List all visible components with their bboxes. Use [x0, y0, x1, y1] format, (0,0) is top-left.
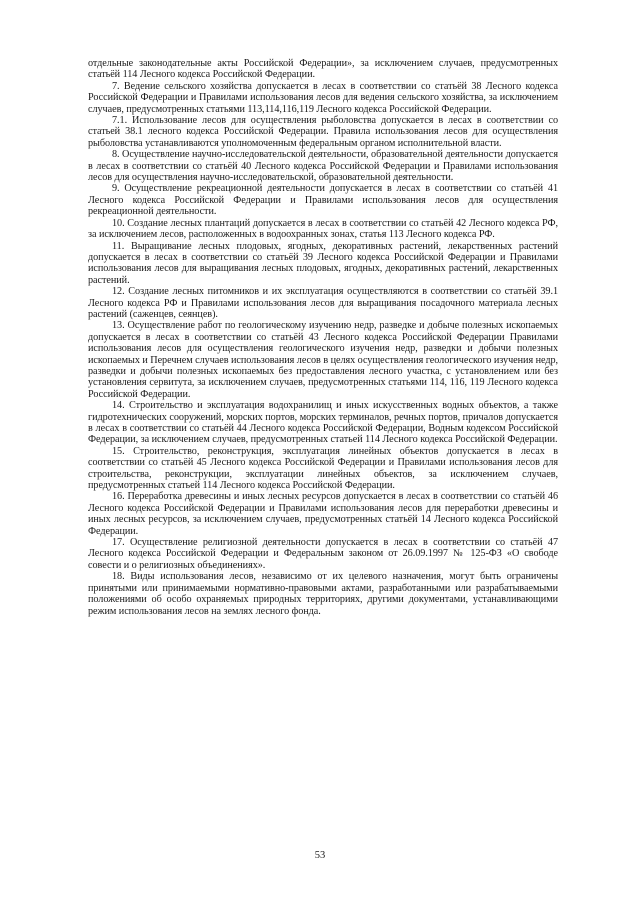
- paragraph-item-16: 16. Переработка древесины и иных лесных ресурсов допускается в лесах в соответствии со статьёй 46 Лесного кодекса Российской Федерации и Правилами использования лесов для переработки древесины и иных лесных ресурсов, за исключением случаев, предусмотренных статьёй 14 Лесного кодекса Российской Федерации.: [88, 491, 558, 537]
- paragraph-item-14: 14. Строительство и эксплуатация водохранилищ и иных искусственных водных объектов, а также гидротехнических сооружений, морских портов, морских терминалов, речных портов, причалов допускается в лесах в соответствии со статьёй 44 Лесного кодекса Российской Федерации, Водным кодексом Российской Федерации, за исключением случаев, предусмотренных статьей 114 Лесного кодекса Российской Федерации.: [88, 400, 558, 446]
- document-body: [88, 58, 558, 617]
- paragraph-item-13: 13. Осуществление работ по геологическому изучению недр, разведке и добыче полезных ископаемых допускается в лесах в соответствии со статьёй 43 Лесного кодекса Российской Федерации Правилами использования лесов для осуществления геологического изучения недр, разведки и добычи полезных ископаемых и Перечнем случаев использования лесов в целях осуществления геологического изучения недр, разведки и добычи полезных ископаемых без предоставления лесного участка, с установлением или без установления сервитута, за исключением случаев, предусмотренных статьями 114, 116, 119 Лесного кодекса Российской Федерации.: [88, 320, 558, 400]
- paragraph-continuation: отдельные законодательные акты Российской Федерации», за исключением случаев, предусмотренных статьёй 114 Лесного кодекса Российской Федерации.: [88, 58, 558, 81]
- paragraph-item-8: 8. Осуществление научно-исследовательской деятельности, образовательной деятельности допускается в лесах в соответствии со статьёй 40 Лесного кодекса Российской Федерации и Правилами использования лесов для осуществления научно-исследовательской, образовательной деятельности.: [88, 149, 558, 184]
- paragraph-item-12: 12. Создание лесных питомников и их эксплуатация осуществляются в соответствии со статьёй 39.1 Лесного кодекса РФ и Правилами использования лесов для выращивания посадочного материала лесных растений (саженцев, сеянцев).: [88, 286, 558, 320]
- paragraph-item-17: 17. Осуществление религиозной деятельности допускается в лесах в соответствии со статьёй 47 Лесного кодекса Российской Федерации и Федеральным законом от 26.09.1997 № 125-ФЗ «О свободе совести и о религиозных объединениях».: [88, 537, 558, 571]
- paragraph-item-7-1: 7.1. Использование лесов для осуществления рыболовства допускается в лесах в соответствии со статьей 38.1 лесного кодекса Российской Федерации. Правила использования лесов для осуществления рыболовства устанавливаются уполномоченным федеральным органом исполнительной власти.: [88, 115, 558, 149]
- page-number: 53: [314, 850, 326, 861]
- paragraph-item-7: 7. Ведение сельского хозяйства допускается в лесах в соответствии со статьёй 38 Лесного кодекса Российской Федерации и Правилами использования лесов для ведения сельского хозяйства, за исключением случаев, предусмотренных статьями 113,114,116,119 Лесного кодекса Российской Федерации.: [88, 80, 558, 115]
- paragraph-item-15: 15. Строительство, реконструкция, эксплуатация линейных объектов допускается в лесах в соответствии со статьёй 45 Лесного кодекса Российской Федерации и Правилами использования лесов для строительства, реконструкции, эксплуатации линейных объектов, за исключением случаев, предусмотренных статьей 114 Лесного кодекса Российской Федерации.: [88, 445, 558, 492]
- paragraph-item-18: 18. Виды использования лесов, независимо от их целевого назначения, могут быть ограничены принятыми или принимаемыми нормативно-правовыми актами, разработанными или разрабатываемыми положениями об особо охраняемых природных территориях, другими документами, устанавливающими режим использования лесов на землях лесного фонда.: [88, 571, 558, 617]
- paragraph-item-10: 10. Создание лесных плантаций допускается в лесах в соответствии со статьёй 42 Лесного кодекса РФ, за исключением лесов, расположенных в водоохранных зонах, статья 113 Лесного кодекса РФ.: [88, 217, 558, 241]
- paragraph-item-9: 9. Осуществление рекреационной деятельности допускается в лесах в соответствии со статьёй 41 Лесного кодекса Российской Федерации и Правилами использования лесов для осуществления рекреационной деятельности.: [88, 183, 558, 218]
- paragraph-item-11: 11. Выращивание лесных плодовых, ягодных, декоративных растений, лекарственных растений допускается в лесах в соответствии со статьёй 39 Лесного кодекса Российской Федерации и Правилами использования лесов для выращивания лесных плодовых, ягодных, декоративных растений, лекарственных растений.: [88, 240, 558, 286]
